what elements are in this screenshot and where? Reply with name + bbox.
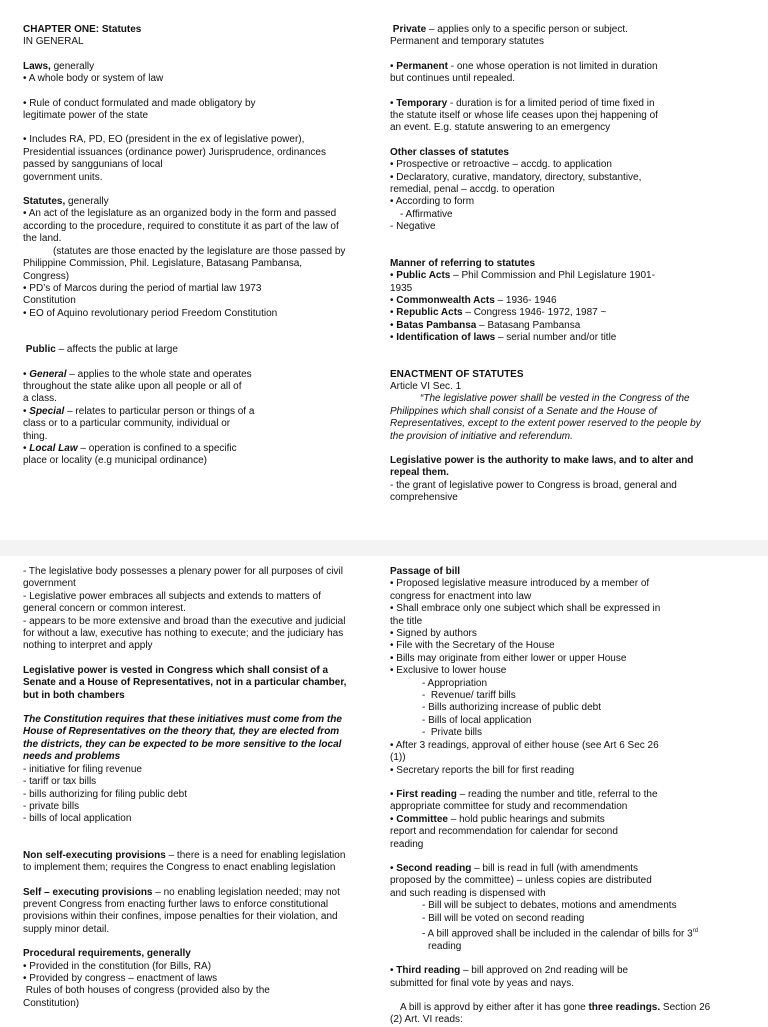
temporary-text-b: the statute itself or whose life ceases upon thej happening of: [390, 110, 658, 122]
committee-label: Committee: [396, 813, 448, 825]
non-self-executing-label: Non self-executing provisions: [23, 849, 166, 861]
final-text-a: A bill is approvd by either after it has gone: [400, 1001, 589, 1013]
exclusive-item-4: - Bills of local application: [422, 714, 532, 726]
third-reading-text-a: – bill approved on 2nd reading will be: [460, 965, 629, 977]
statutes-heading-rest: generally: [65, 196, 109, 208]
republic-acts-text: – Congress 1946- 1972, 1987 ~: [462, 307, 607, 319]
commonwealth-acts-line: • Commonwealth Acts – 1936- 1946: [390, 294, 557, 306]
first-reading-text-b: appropriate committee for study and recommendation: [390, 801, 628, 813]
republic-acts-label: Republic Acts: [396, 307, 463, 319]
second-reading-text-a: – bill is read in full (with amendments: [471, 862, 639, 874]
passage-item-2a: • Shall embrace only one subject which shall be expressed in: [390, 603, 661, 615]
statutes-item-2a: (statutes are those enacted by the legislature are those passed by: [53, 245, 346, 257]
laws-item-3a: • Includes RA, PD, EO (president in the ex of legislative power),: [23, 134, 305, 146]
second-reading-item-2: - Bill will be voted on second reading: [422, 912, 585, 924]
first-reading-label: First reading: [396, 788, 457, 800]
public-line: [23, 344, 373, 356]
public-label: Public: [25, 344, 56, 356]
general-text-a: – applies to the whole state and operates: [66, 368, 252, 380]
identification-label: Identification of laws: [396, 332, 496, 344]
second-reading-item-3b: reading: [428, 940, 462, 952]
final-line-a: [390, 1002, 750, 1014]
statutes-item-1a: • An act of the legislature as an organized body in the form and passed: [23, 208, 337, 220]
public-text: – affects the public at large: [55, 344, 178, 356]
laws-item-2b: legitimate power of the state: [23, 110, 149, 122]
manner-heading: Manner of referring to statutes: [390, 257, 536, 269]
initiative-item-5: - bills of local application: [23, 813, 132, 825]
procedural-item-2: • Provided by congress – enactment of laws: [23, 972, 218, 984]
extensive-line-b: for without a law, executive has nothing to execute; and the judiciary has: [23, 628, 344, 640]
embraces-line-a: - Legislative power embraces all subjects and extends to matters of: [23, 590, 321, 602]
special-line: • Special – relates to particular person or things of a: [23, 405, 255, 417]
final-text-d: (2) Art. VI reads:: [390, 1014, 463, 1026]
second-reading-line-a: • Second reading – bill is read in full (with amendments: [390, 862, 639, 874]
exclusive-item-3: - Bills authorizing increase of public debt: [422, 702, 601, 714]
article-reference: Article VI Sec. 1: [390, 380, 462, 392]
identification-text: – serial number and/or title: [495, 332, 617, 344]
passage-item-7b: (1)): [390, 752, 406, 764]
local-line: • Local Law – operation is confined to a specific: [23, 442, 237, 454]
permanent-label: Permanent: [396, 60, 448, 72]
passage-item-4: • File with the Secretary of the House: [390, 640, 555, 652]
extensive-line-c: nothing to interpret and apply: [23, 640, 153, 652]
local-text-a: – operation is confined to a specific: [77, 442, 237, 454]
section-subtitle: IN GENERAL: [23, 36, 84, 48]
exclusive-item-2: - Revenue/ tariff bills: [422, 690, 516, 702]
second-reading-text-b: proposed by the committee) – unless copies are distributed: [390, 875, 652, 887]
initiative-item-3: - bills authorizing for filing public debt: [23, 788, 187, 800]
constitution-line-d: needs and problems: [23, 751, 121, 763]
laws-item-2a: • Rule of conduct formulated and made obligatory by: [23, 97, 256, 109]
statutes-item-4: • EO of Aquino revolutionary period Freedom Constitution: [23, 307, 278, 319]
embraces-line-b: general concern or common interest.: [23, 603, 186, 615]
second-reading-label: Second reading: [396, 862, 472, 874]
batas-pambansa-text: – Batasang Pambansa: [476, 319, 581, 331]
committee-text-a: – hold public hearings and submits: [447, 813, 605, 825]
committee-text-b: report and recommendation for calendar for second: [390, 826, 618, 838]
other-item-5: - Negative: [390, 221, 436, 233]
permanent-text-b: but continues until repealed.: [390, 73, 516, 85]
other-classes-heading: Other classes of statutes: [390, 146, 509, 158]
passage-item-2b: the title: [390, 615, 423, 627]
chapter-title: CHAPTER ONE: Statutes: [23, 24, 142, 35]
batas-pambansa-label: Batas Pambansa: [396, 319, 477, 331]
laws-item-3c: passed by sanggunians of local: [23, 159, 163, 171]
plenary-line-b: government: [23, 578, 76, 590]
special-label: Special: [29, 405, 65, 417]
non-self-executing-text-a: – there is a need for enabling legislation: [165, 849, 346, 861]
legislative-power-text-b: comprehensive: [390, 492, 458, 504]
third-reading-text-b: submitted for final vote by yeas and nays.: [390, 977, 574, 989]
private-line: [390, 24, 750, 36]
public-acts-label: Public Acts: [396, 270, 451, 282]
column-top-left: [23, 24, 373, 468]
second-reading-item-3: [390, 925, 750, 941]
column-bottom-right: [390, 566, 750, 1027]
constitution-line-a: The Constitution requires that these initiatives must come from the: [23, 714, 342, 726]
first-reading-text-a: – reading the number and title, referral to the: [456, 788, 658, 800]
passage-item-8: • Secretary reports the bill for first reading: [390, 764, 575, 776]
laws-item-3d: government units.: [23, 171, 103, 183]
temporary-text-c: an event. E.g. statute answering to an emergency: [390, 122, 611, 134]
commonwealth-acts-label: Commonwealth Acts: [396, 294, 495, 306]
laws-heading-rest: generally: [50, 60, 95, 72]
general-text-b: throughout the state alike upon all people or all of: [23, 380, 242, 392]
statutes-item-2b: Philippine Commission, Phil. Legislature, Batasang Pambansa,: [23, 258, 303, 270]
self-executing-text-a: – no enabling legislation needed; may not: [152, 886, 340, 898]
second-reading-text-c: and such reading is dispensed with: [390, 887, 546, 899]
local-text-b: place or locality (e.g municipal ordinance): [23, 455, 207, 467]
vested-heading-a: Legislative power is vested in Congress which shall consist of a: [23, 664, 329, 676]
passage-item-5: • Bills may originate from either lower or upper House: [390, 652, 627, 664]
passage-item-3: • Signed by authors: [390, 628, 477, 640]
second-reading-item-3-sup: rd: [692, 927, 699, 934]
second-reading-item-1: - Bill will be subject to debates, motions and amendments: [422, 900, 677, 912]
statutes-heading: [23, 196, 373, 208]
exclusive-item-5: - Private bills: [422, 727, 483, 739]
passage-item-6: • Exclusive to lower house: [390, 665, 507, 677]
local-label: Local Law: [29, 442, 78, 454]
final-text-bold: three readings.: [588, 1001, 661, 1013]
other-item-3: • According to form: [390, 196, 475, 208]
laws-heading-bold: Laws,: [23, 60, 51, 72]
non-self-executing-line-b: [23, 862, 378, 874]
other-item-1: • Prospective or retroactive – accdg. to application: [390, 159, 612, 171]
committee-line-a: • Committee – hold public hearings and submits: [390, 813, 605, 825]
non-self-executing-text-b1: to implement them: [23, 862, 106, 874]
extensive-line-a: - appears to be more extensive and broad than the executive and judicial: [23, 615, 346, 627]
self-executing-label: Self – executing provisions: [23, 886, 153, 898]
first-reading-line-a: • First reading – reading the number and title, referral to the: [390, 788, 658, 800]
quote-line-b: Philippines which shall consist of a Senate and the House of: [390, 405, 657, 417]
exclusive-item-1: - Appropriation: [422, 677, 488, 689]
column-top-right: [390, 24, 750, 505]
statutes-heading-bold: Statutes,: [23, 196, 66, 208]
general-label: General: [29, 368, 67, 380]
procedural-item-3b: Constitution): [23, 997, 80, 1009]
other-item-4: - Affirmative: [400, 208, 453, 220]
committee-text-c: reading: [390, 838, 424, 850]
quote-line-c: Representatives, except to the extent power reserved to the people by: [390, 418, 701, 430]
laws-item-3b: Presidential issuances (ordinance power) Jurisprudence, ordinances: [23, 146, 326, 158]
identification-line: • Identification of laws – serial number and/or title: [390, 332, 617, 344]
procedural-item-1: • Provided in the constitution (for Bills, RA): [23, 960, 212, 972]
statutes-item-1c: the land.: [23, 233, 62, 245]
private-label: Private: [392, 24, 427, 35]
column-bottom-left: [23, 566, 378, 1010]
third-reading-label: Third reading: [396, 965, 461, 977]
laws-heading: [23, 61, 373, 73]
vested-heading-b: Senate and a House of Representatives, not in a particular chamber,: [23, 677, 347, 689]
permanent-line: • Permanent - one whose operation is not limited in duration: [390, 60, 658, 72]
legislative-power-heading-b: repeal them.: [390, 467, 449, 479]
vested-heading-c: but in both chambers: [23, 689, 125, 701]
other-item-2b: remedial, penal – accdg. to operation: [390, 184, 555, 196]
procedural-item-3a: Rules of both houses of congress (provided also by the: [23, 985, 270, 997]
laws-item-1: • A whole body or system of law: [23, 73, 164, 85]
republic-acts-line: • Republic Acts – Congress 1946- 1972, 1987 ~: [390, 307, 607, 319]
self-executing-text-b: prevent Congress from enacting further laws to enforce constitutional: [23, 898, 329, 910]
page-bottom: [0, 556, 768, 1024]
legislative-power-text-a: - the grant of legislative power to Congress is broad, general and: [390, 479, 677, 491]
general-line: • General – applies to the whole state and operates: [23, 368, 252, 380]
self-executing-text-d: supply minor detail.: [23, 923, 110, 935]
passage-item-1a: • Proposed legislative measure introduced by a member of: [390, 578, 650, 590]
non-self-executing-text-b2: ; requires the Congress to enact enabling legislation: [105, 862, 336, 874]
procedural-heading: Procedural requirements, generally: [23, 948, 191, 960]
constitution-line-c: the districts, they can be expected to be more sensitive to the local: [23, 738, 342, 750]
temporary-label: Temporary: [396, 97, 448, 109]
initiative-item-4: - private bills: [23, 800, 80, 812]
statutes-item-2c: Congress): [23, 270, 70, 282]
public-acts-text-b: 1935: [390, 282, 413, 294]
quote-line-a: “The legislative power shalll be vested in the Congress of the: [420, 393, 690, 405]
third-reading-line-a: • Third reading – bill approved on 2nd reading will be: [390, 965, 629, 977]
public-acts-text-a: – Phil Commission and Phil Legislature 1901-: [450, 270, 655, 282]
special-text-c: thing.: [23, 430, 48, 442]
statutes-item-3b: Constitution: [23, 295, 76, 307]
constitution-line-b: House of Representatives on the theory that, they are elected from: [23, 726, 340, 738]
legislative-power-heading-a: Legislative power is the authority to make laws, and to alter and: [390, 454, 694, 466]
passage-item-1b: congress for enactment into law: [390, 590, 532, 602]
initiative-item-2: - tariff or tax bills: [23, 776, 97, 788]
self-executing-text-c: provisions within their confines, impose penalties for their violation, and: [23, 911, 338, 923]
final-text-c: Section 26: [660, 1001, 711, 1013]
special-text-b: class or to a particular community, individual or: [23, 418, 231, 430]
initiative-item-1: - initiative for filing revenue: [23, 763, 142, 775]
private-text-b: Permanent and temporary statutes: [390, 36, 544, 48]
page-separator: [0, 540, 768, 556]
statutes-item-1b: according to the procedure, required to constitute it as part of the law of: [23, 220, 339, 232]
public-acts-line: • Public Acts – Phil Commission and Phil Legislature 1901-: [390, 270, 655, 282]
batas-pambansa-line: • Batas Pambansa – Batasang Pambansa: [390, 319, 581, 331]
passage-item-7a: • After 3 readings, approval of either house (see Art 6 Sec 26: [390, 739, 659, 751]
general-text-c: a class.: [23, 393, 57, 405]
permanent-text-a: - one whose operation is not limited in duration: [447, 60, 658, 72]
second-reading-item-3-text: - A bill approved shall be included in the calendar of bills for 3: [422, 928, 693, 940]
statutes-item-3a: • PD’s of Marcos during the period of martial law 1973: [23, 282, 262, 294]
passage-heading: Passage of bill: [390, 566, 461, 577]
temporary-text-a: - duration is for a limited period of time fixed in: [447, 97, 655, 109]
non-self-executing-line-a: [23, 850, 378, 862]
quote-line-d: the provision of initiative and referendum.: [390, 430, 573, 442]
commonwealth-acts-text: – 1936- 1946: [494, 294, 557, 306]
self-executing-line-a: [23, 887, 378, 899]
special-text-a: – relates to particular person or things of a: [64, 405, 255, 417]
private-text-a: – applies only to a specific person or subject.: [426, 24, 628, 35]
temporary-line: • Temporary - duration is for a limited period of time fixed in: [390, 97, 655, 109]
enactment-heading: ENACTMENT OF STATUTES: [390, 368, 524, 380]
plenary-line-a: - The legislative body possesses a plenary power for all purposes of civil: [23, 566, 343, 577]
other-item-2a: • Declaratory, curative, mandatory, directory, substantive,: [390, 171, 642, 183]
